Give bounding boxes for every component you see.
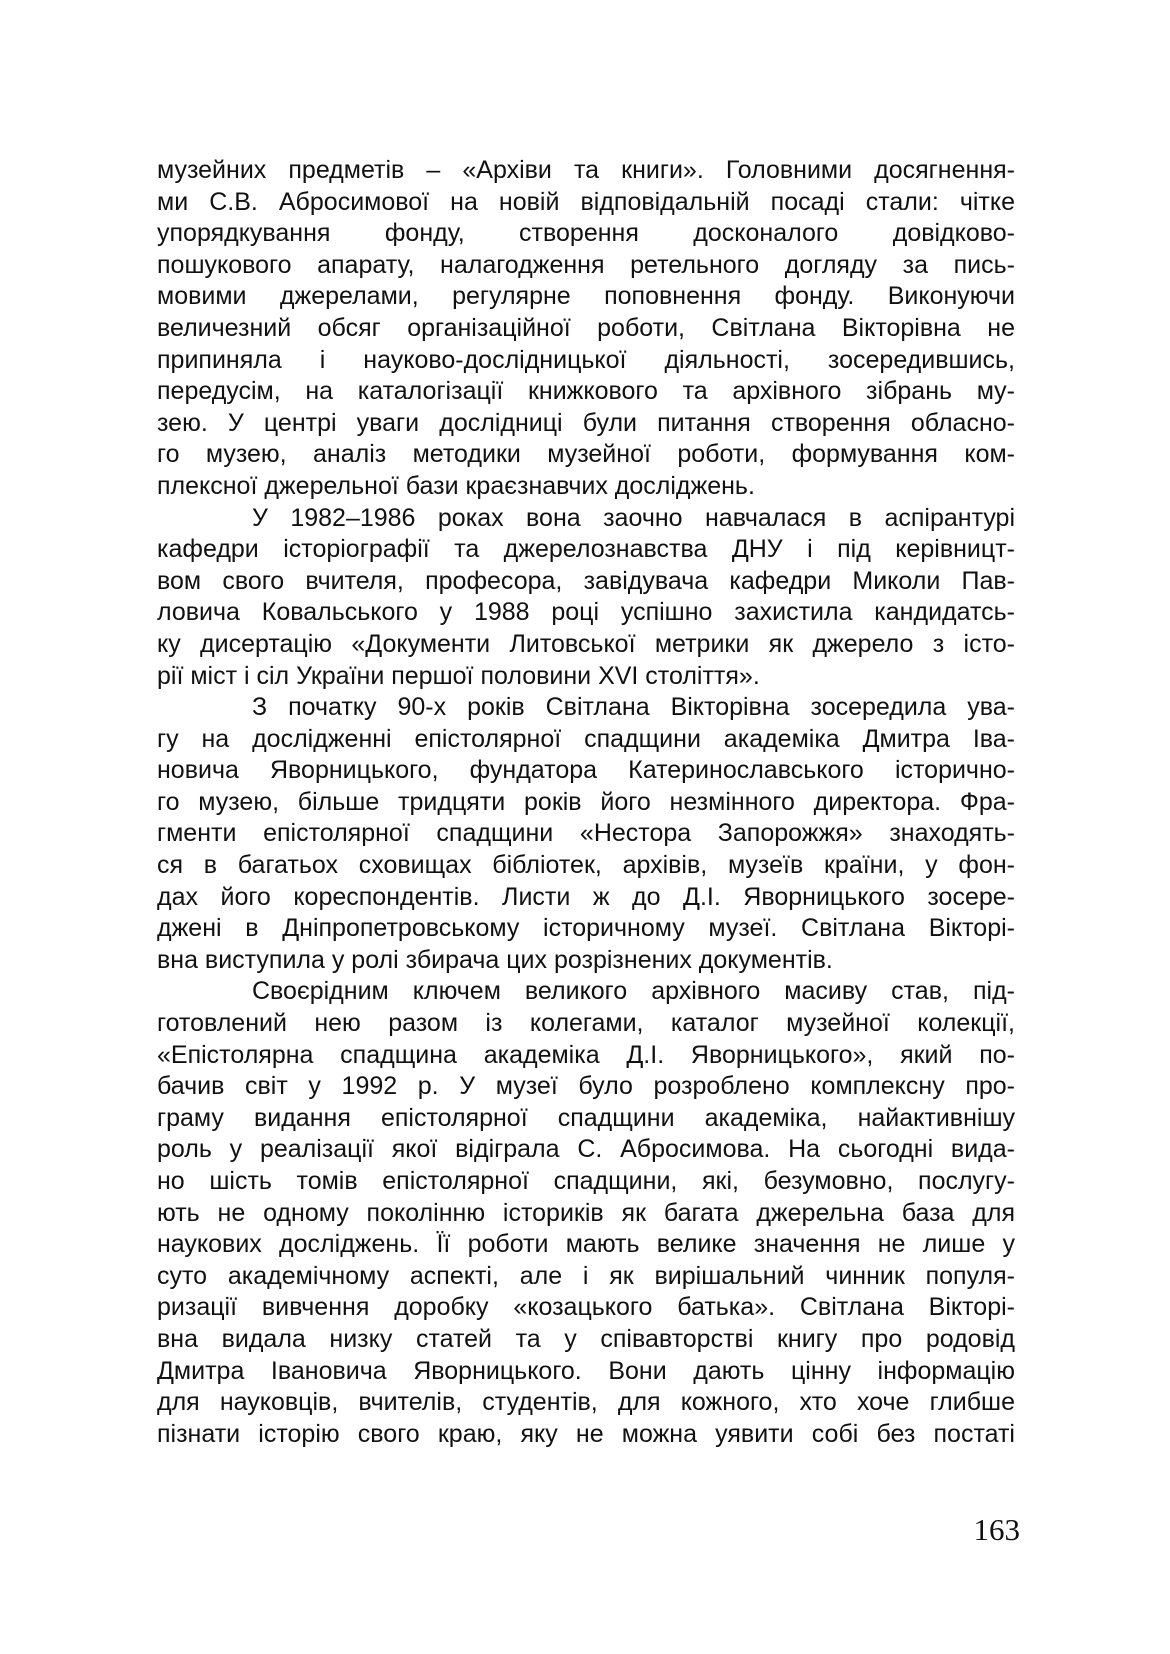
text-line: зею. У центрі уваги дослідниці були питання створення обласно- [157, 408, 1015, 437]
text-line: «Епістолярна спадщина академіка Д.І. Яворницького», який по- [157, 1040, 1015, 1069]
text-line: вна виступила у ролі збирача цих розрізнених документів. [157, 945, 833, 974]
text-line: суто академічному аспекті, але і як вирішальний чинник популя- [157, 1261, 1015, 1290]
text-line: готовлений нею разом із колегами, каталог музейної колекції, [157, 1009, 1015, 1038]
text-line: З початку 90-х років Світлана Вікторівна зосередила ува- [252, 693, 1015, 722]
text-line: пізнати історію свого краю, яку не можна уявити собі без постаті [157, 1419, 1015, 1448]
text-line: наукових досліджень. Її роботи мають велике значення не лише у [157, 1230, 1015, 1259]
text-line: рії міст і сіл України першої половини XVI століття». [157, 661, 760, 690]
text-line: бачив світ у 1992 р. У музеї було розроблено комплексну про- [157, 1072, 1015, 1101]
text-line: го музею, більше тридцяти років його незмінного директора. Фра- [157, 787, 1015, 816]
text-line: новича Яворницького, фундатора Катеринославського історично- [157, 756, 1015, 785]
paragraph [157, 692, 1015, 976]
text-line: ризації вивчення доробку «козацького батька». Світлана Вікторі- [157, 1293, 1015, 1322]
text-line: дах його кореспондентів. Листи ж до Д.І. Яворницького зосере- [157, 882, 1015, 911]
text-line: передусім, на каталогізації книжкового та архівного зібрань му- [157, 377, 1015, 406]
text-line: вна видала низку статей та у співавторстві книгу про родовід [157, 1324, 1015, 1353]
text-line: кафедри історіографії та джерелознавства ДНУ і під керівницт- [157, 535, 1015, 564]
text-line: го музею, аналіз методики музейної роботи, формування ком- [157, 440, 1015, 469]
body-text [157, 155, 1015, 1450]
text-line: гменти епістолярної спадщини «Нестора Запорожжя» знаходять- [157, 819, 1015, 848]
text-line: ловича Ковальського у 1988 році успішно захистила кандидатсь- [157, 598, 1015, 627]
text-line: ся в багатьох сховищах бібліотек, архівів, музеїв країни, у фон- [157, 851, 1015, 880]
text-line: упорядкування фонду, створення досконалого довідково- [157, 219, 1015, 248]
text-line: припиняла і науково-дослідницької діяльності, зосередившись, [157, 345, 1015, 374]
paragraph [157, 155, 1015, 503]
paragraph [157, 503, 1015, 693]
text-line: вом свого вчителя, професора, завідувача кафедри Миколи Пав- [157, 566, 1015, 595]
text-line: для науковців, вчителів, студентів, для кожного, хто хоче глибше [157, 1388, 1015, 1417]
text-line: Дмитра Івановича Яворницького. Вони дають цінну інформацію [157, 1356, 1015, 1385]
text-line: джені в Дніпропетровському історичному музеї. Світлана Вікторі- [157, 914, 1015, 943]
text-line: роль у реалізації якої відіграла С. Абросимова. На сьогодні вида- [157, 1135, 1015, 1164]
text-line: ку дисертацію «Документи Литовської метрики як джерело з істо- [157, 629, 1015, 658]
text-line: пошукового апарату, налагодження ретельного догляду за пись- [157, 250, 1015, 279]
text-line: музейних предметів – «Архіви та книги». Головними досягнення- [157, 156, 1015, 184]
text-line: ють не одному поколінню істориків як багата джерельна база для [157, 1198, 1015, 1227]
text-line: мовими джерелами, регулярне поповнення фонду. Виконуючи [157, 282, 1015, 311]
page-number: 163 [973, 1512, 1020, 1547]
text-line: плексної джерельної бази краєзнавчих досліджень. [157, 471, 755, 500]
text-line: ми С.В. Абросимової на новій відповідальній посаді стали: чітке [157, 187, 1015, 216]
text-line: но шість томів епістолярної спадщини, які, безумовно, послугу- [157, 1167, 1015, 1195]
text-line: У 1982–1986 роках вона заочно навчалася в аспірантурі [252, 503, 1015, 532]
text-line: граму видання епістолярної спадщини академіка, найактивнішу [157, 1103, 1015, 1132]
text-line: Своєрідним ключем великого архівного масиву став, під- [252, 977, 1015, 1006]
paragraph [157, 976, 1015, 1450]
text-line: гу на дослідженні епістолярної спадщини академіка Дмитра Іва- [157, 724, 1015, 753]
text-line: величезний обсяг організаційної роботи, Світлана Вікторівна не [157, 313, 1015, 342]
